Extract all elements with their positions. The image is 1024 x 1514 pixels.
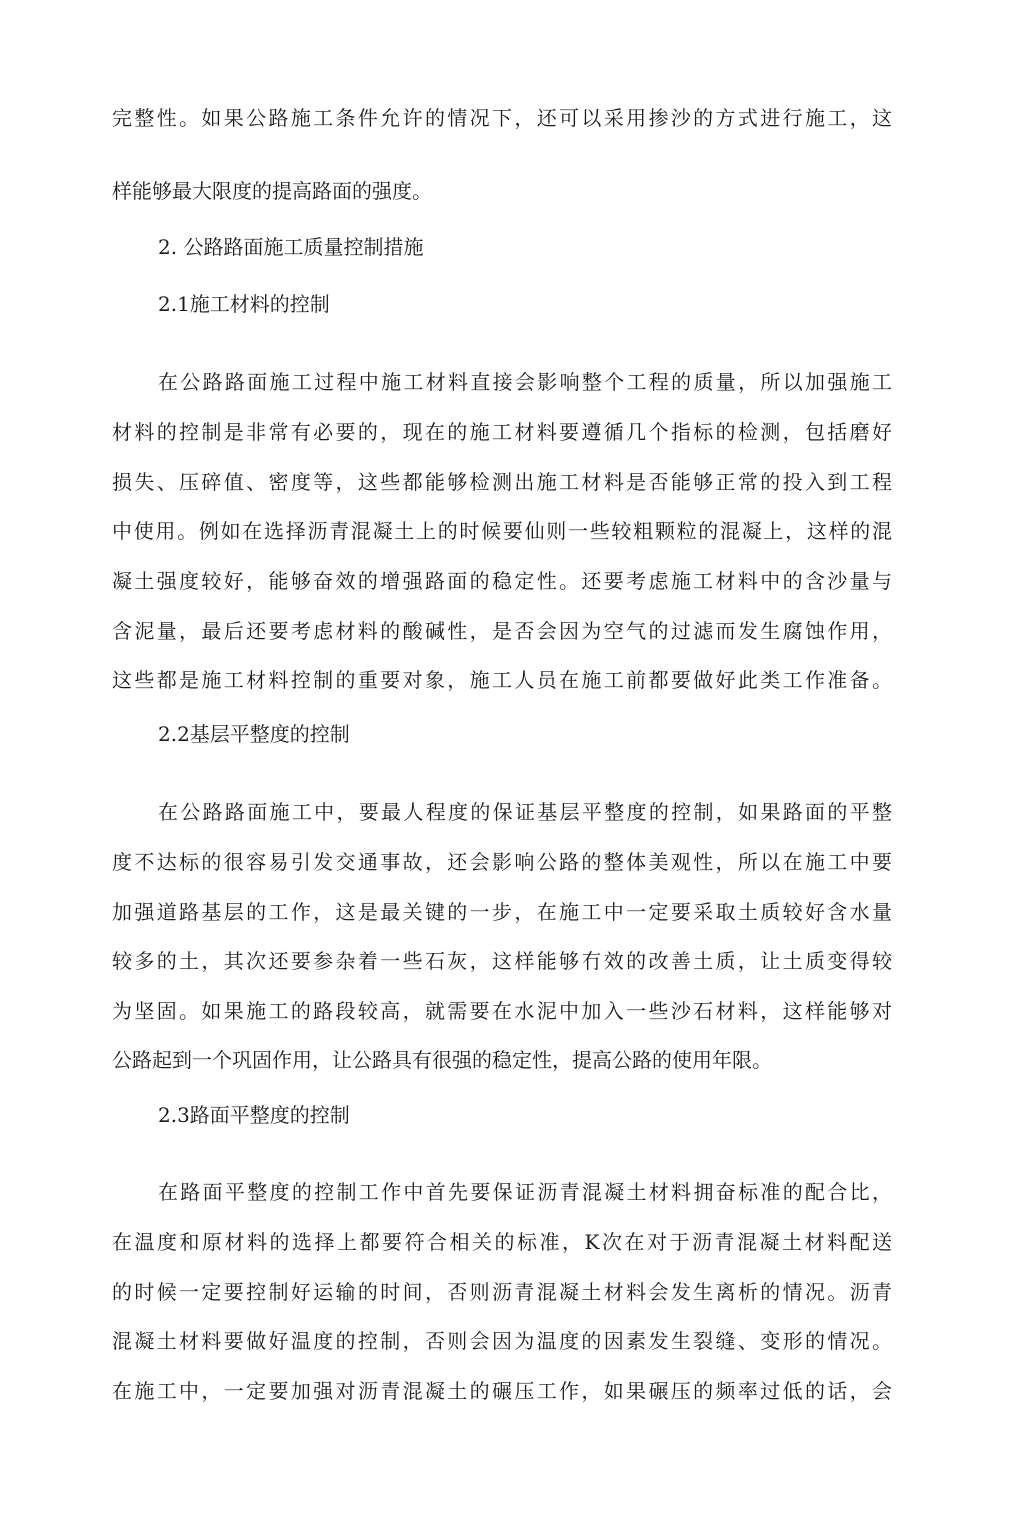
paragraph-line: 含泥量，最后还要考虑材料的酸碱性，是否会因为空气的过滤而发生腐蚀作用， bbox=[112, 619, 892, 643]
subsection-heading: 2.1施工材料的控制 bbox=[158, 292, 330, 316]
paragraph-line: 为坚固。如果施工的路段较高，就需要在水泥中加入一些沙石材料，这样能够对 bbox=[112, 999, 892, 1023]
paragraph-line: 在公路路面施工中，要最人程度的保证基层平整度的控制，如果路面的平整 bbox=[158, 800, 892, 824]
paragraph-line: 样能够最大限度的提高路面的强度。 bbox=[112, 179, 432, 203]
paragraph-line: 的时候一定要控制好运输的时间，否则沥青混凝土材料会发生离析的情况。沥青 bbox=[112, 1280, 892, 1304]
paragraph-line: 在施工中，一定要加强对沥青混凝土的碾压工作，如果碾压的频率过低的话，会 bbox=[112, 1379, 892, 1403]
subsection-heading: 2.2基层平整度的控制 bbox=[158, 722, 350, 746]
paragraph-line: 凝土强度较好，能够奋效的增强路面的稳定性。还要考虑施工材料中的含沙量与 bbox=[112, 569, 892, 593]
paragraph-line: 这些都是施工材料控制的重要对象，施工人员在施工前都要做好此类工作准备。 bbox=[112, 668, 892, 692]
paragraph-line: 损失、压碎值、密度等，这些都能够检测出施工材料是否能够正常的投入到工程 bbox=[112, 470, 892, 494]
paragraph-line: 在温度和原材料的选择上都要符合相关的标准，K次在对于沥青混凝土材料配送 bbox=[112, 1230, 892, 1254]
paragraph-line: 材料的控制是非常有必要的，现在的施工材料要遵循几个指标的检测，包括磨好 bbox=[112, 420, 892, 444]
paragraph-line: 公路起到一个巩固作用，让公路具有很强的稳定性，提高公路的使用年限。 bbox=[112, 1048, 772, 1072]
section-heading: 2. 公路路面施工质量控制措施 bbox=[158, 235, 424, 259]
paragraph-line: 在路面平整度的控制工作中首先要保证沥青混凝土材料拥奋标准的配合比， bbox=[158, 1180, 892, 1204]
paragraph-line: 完整性。如果公路施工条件允许的情况下，还可以采用掺沙的方式进行施工，这 bbox=[112, 106, 892, 130]
paragraph-line: 混凝土材料要做好温度的控制，否则会因为温度的因素发生裂缝、变形的情况。 bbox=[112, 1329, 892, 1353]
paragraph-line: 加强道路基层的工作，这是最关键的一步，在施工中一定要采取土质较好含水量 bbox=[112, 900, 892, 924]
subsection-heading: 2.3路面平整度的控制 bbox=[158, 1103, 350, 1127]
paragraph-line: 在公路路面施工过程中施工材料直接会影响整个工程的质量，所以加强施工 bbox=[158, 370, 892, 394]
paragraph-line: 较多的土，其次还要参杂着一些石灰，这样能够冇效的改善土质，让土质变得较 bbox=[112, 949, 892, 973]
paragraph-line: 中使用。例如在选择沥青混凝土上的时候要仙则一些较粗颗粒的混凝上，这样的混 bbox=[112, 519, 892, 543]
paragraph-line: 度不达标的很容易引发交通事故，还会影响公路的整体美观性，所以在施工中要 bbox=[112, 850, 892, 874]
